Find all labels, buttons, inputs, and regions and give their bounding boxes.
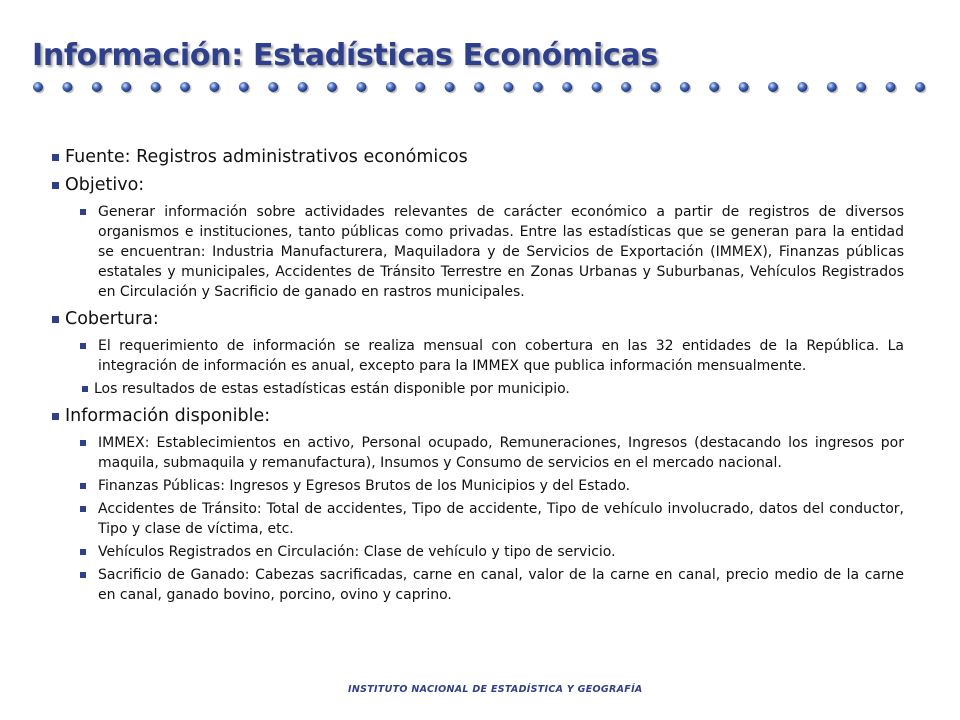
footer-institution: INSTITUTO NACIONAL DE ESTADÍSTICA Y GEOGRAFÍA [348,684,643,695]
decorative-dot [915,82,925,92]
decorative-dot [121,82,131,92]
decorative-dot [151,82,161,92]
decorative-dot [562,82,572,92]
decorative-dot [386,82,396,92]
informacion-item: Finanzas Públicas: Ingresos y Egresos Brutos de los Municipios y del Estado. [80,476,904,496]
informacion-item: Sacrificio de Ganado: Cabezas sacrificadas, carne en canal, valor de la carne en canal, precio medio de la carne en canal, ganado bovino, porcino, ovino y caprino. [80,565,904,605]
decorative-dot [327,82,337,92]
decorative-dot [592,82,602,92]
content-body [52,146,904,608]
informacion-item: Accidentes de Tránsito: Total de accidentes, Tipo de accidente, Tipo de vehículo involucrado, datos del conductor, Tipo y clase de víctima, etc. [80,499,904,539]
informacion-item: Vehículos Registrados en Circulación: Clase de vehículo y tipo de servicio. [80,542,904,562]
decorative-dot [268,82,278,92]
decorative-dot [474,82,484,92]
decorative-dot [827,82,837,92]
decorative-dot [621,82,631,92]
decorative-dot [680,82,690,92]
cobertura-item: Los resultados de estas estadísticas están disponible por municipio. [82,379,904,399]
informacion-item: IMMEX: Establecimientos en activo, Personal ocupado, Remuneraciones, Ingresos (destacando los ingresos por maquila, submaquila y remanufactura), Insumos y Consumo de servicios en el mercado nacional. [80,433,904,473]
decorative-dot [856,82,866,92]
bullet-objetivo: Objetivo: [52,174,904,196]
bullet-informacion-disponible: Información disponible: [52,405,904,427]
decorative-dot [797,82,807,92]
decorative-dot [356,82,366,92]
decorative-dot [298,82,308,92]
decorative-dot [886,82,896,92]
decorative-dot [709,82,719,92]
decorative-dot [415,82,425,92]
decorative-dot [768,82,778,92]
decorative-dot [62,82,72,92]
bullet-fuente: Fuente: Registros administrativos económicos [52,146,904,168]
decorative-dot [33,82,43,92]
decorative-dot [650,82,660,92]
decorative-dot-row [28,77,938,97]
objetivo-text: Generar información sobre actividades relevantes de carácter económico a partir de registros de diversos organismos e instituciones, tanto públicas como privadas. Entre las estadísticas que se generan para la entidad se encuentran: Industria Manufacturera, Maquiladora y de Servicios de Exportación (IMMEX), Finanzas públicas estatales y municipales, Accidentes de Tránsito Terrestre en Zonas Urbanas y Suburbanas, Vehículos Registrados en Circulación y Sacrificio de ganado en rastros municipales. [80,202,904,302]
decorative-dot [239,82,249,92]
decorative-dot [503,82,513,92]
slide-title: Información: Estadísticas Económicas [32,38,658,73]
decorative-dot [445,82,455,92]
decorative-dot [92,82,102,92]
cobertura-item: El requerimiento de información se realiza mensual con cobertura en las 32 entidades de la República. La integración de información es anual, excepto para la IMMEX que publica información mensualmente. [80,336,904,376]
decorative-dot [739,82,749,92]
decorative-dot [180,82,190,92]
decorative-dot [209,82,219,92]
bullet-cobertura: Cobertura: [52,308,904,330]
decorative-dot [533,82,543,92]
